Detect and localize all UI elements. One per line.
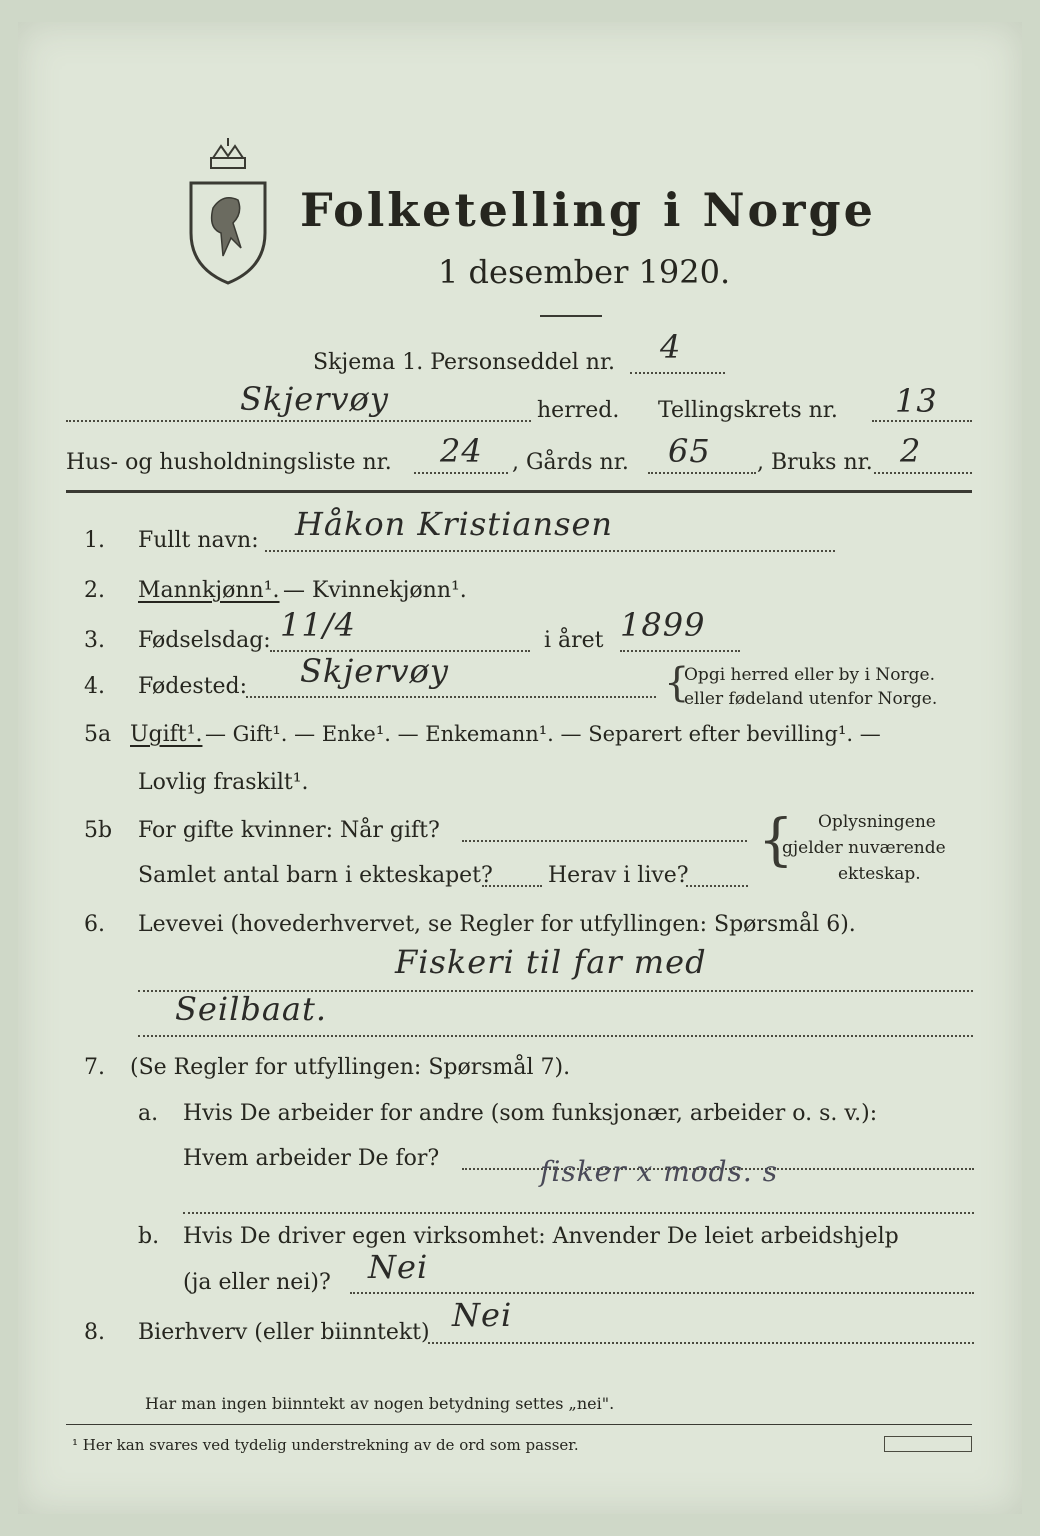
q6-occupation-line2: Seilbaat.: [175, 990, 327, 1028]
q5b-children-label: Samlet antal barn i ekteskapet?: [138, 863, 493, 888]
bruks-nr: 2: [900, 432, 922, 470]
q7-number: 7.: [84, 1055, 105, 1080]
q6-dots-2: [138, 1035, 973, 1037]
tellingskrets-label: Tellingskrets nr.: [658, 398, 838, 423]
q7a-label-line2: Hvem arbeider De for?: [183, 1146, 440, 1171]
q5b-bracket: {: [758, 808, 794, 873]
q6-label: Levevei (hovederhvervet, se Regler for utfyllingen: Spørsmål 6).: [138, 912, 856, 937]
footer-note: Har man ingen biinntekt av nogen betydning settes „nei".: [145, 1394, 615, 1413]
q5a-line2: Lovlig fraskilt¹.: [138, 770, 309, 795]
hus-dots: [414, 472, 508, 474]
census-form-page: [18, 22, 1022, 1514]
q2-male-option: Mannkjønn¹.: [138, 578, 280, 603]
personseddel-nr: 4: [660, 328, 682, 366]
q5b-note-line2: gjelder nuværende: [782, 838, 946, 858]
q4-note-line1: Opgi herred eller by i Norge.: [684, 665, 935, 685]
q7b-label-line1: Hvis De driver egen virksomhet: Anvender De leiet arbeidshjelp: [183, 1224, 899, 1249]
q1-full-name: Håkon Kristiansen: [295, 505, 614, 543]
q7a-letter: a.: [138, 1101, 159, 1126]
q7b-letter: b.: [138, 1224, 160, 1249]
tellingskrets-nr: 13: [895, 382, 938, 420]
herred-label: herred.: [537, 398, 620, 423]
q2-number: 2.: [84, 578, 105, 603]
bruks-dots: [874, 472, 972, 474]
q5b-when-married-label: For gifte kvinner: Når gift?: [138, 818, 440, 843]
q7a-label-line1: Hvis De arbeider for andre (som funksjonær, arbeider o. s. v.):: [183, 1101, 878, 1126]
hus-label: Hus- og husholdningsliste nr.: [66, 450, 392, 475]
personseddel-dots: [630, 372, 725, 374]
footer-divider: [66, 1424, 972, 1425]
q5b-alive-dots: [686, 885, 748, 887]
q5a-other-options: — Gift¹. — Enke¹. — Enkemann¹. — Separert efter bevilling¹. —: [205, 722, 881, 746]
q5b-note-line3: ekteskap.: [838, 864, 921, 884]
q4-label: Fødested:: [138, 674, 248, 699]
skjema-label: Skjema 1. Personseddel nr.: [313, 350, 616, 375]
q3-year-label: i året: [544, 628, 604, 653]
q6-number: 6.: [84, 912, 105, 937]
q7b-answer: Nei: [368, 1248, 429, 1286]
q1-dots: [265, 550, 835, 552]
q4-dots: [246, 696, 656, 698]
herred-value: Skjervøy: [240, 380, 389, 418]
q3-label: Fødselsdag:: [138, 628, 271, 653]
q4-birthplace: Skjervøy: [300, 652, 449, 690]
q4-number: 4.: [84, 674, 105, 699]
q8-dots: [428, 1342, 974, 1344]
norway-coat-of-arms-icon: [183, 138, 273, 288]
q8-answer: Nei: [452, 1296, 513, 1334]
herred-dots: [66, 420, 531, 422]
q7a-dots-2: [183, 1212, 974, 1214]
q5b-when-dots: [462, 840, 747, 842]
q7-label: (Se Regler for utfyllingen: Spørsmål 7).: [130, 1055, 571, 1080]
q5a-number: 5a: [84, 722, 112, 747]
gards-dots: [648, 472, 756, 474]
q4-note-line2: eller fødeland utenfor Norge.: [684, 689, 938, 709]
q5b-children-dots: [482, 885, 542, 887]
q7b-label-line2: (ja eller nei)?: [183, 1270, 331, 1295]
q1-number: 1.: [84, 528, 105, 553]
q5b-number: 5b: [84, 818, 113, 843]
title-divider: [540, 315, 602, 317]
printer-stamp: [884, 1436, 972, 1452]
q5b-note-line1: Oplysningene: [818, 812, 936, 832]
q2-other-option: — Kvinnekjønn¹.: [283, 578, 467, 603]
q3-year-dots: [620, 650, 740, 652]
q4-bracket: {: [664, 660, 690, 706]
q8-number: 8.: [84, 1320, 105, 1345]
form-date: 1 desember 1920.: [438, 253, 731, 291]
q6-occupation-line1: Fiskeri til far med: [395, 943, 707, 981]
q3-birth-year: 1899: [620, 606, 706, 644]
q5b-alive-label: Herav i live?: [548, 863, 689, 888]
hus-nr: 24: [440, 432, 483, 470]
q5a-ugift-option: Ugift¹.: [130, 722, 203, 747]
footnote: ¹ Her kan svares ved tydelig understrekning av de ord som passer.: [72, 1436, 579, 1454]
form-title: Folketelling i Norge: [300, 183, 876, 237]
q7a-employer: fisker x mods. s: [540, 1155, 779, 1188]
q3-birth-day: 11/4: [280, 606, 356, 644]
tellingskrets-dots: [872, 420, 972, 422]
gards-label: , Gårds nr.: [512, 450, 629, 475]
header-divider: [66, 490, 972, 493]
q8-label: Bierhverv (eller biinntekt): [138, 1320, 430, 1345]
q3-number: 3.: [84, 628, 105, 653]
gards-nr: 65: [668, 432, 711, 470]
q7b-dots: [350, 1292, 974, 1294]
q1-label: Fullt navn:: [138, 528, 259, 553]
bruks-label: , Bruks nr.: [757, 450, 873, 475]
